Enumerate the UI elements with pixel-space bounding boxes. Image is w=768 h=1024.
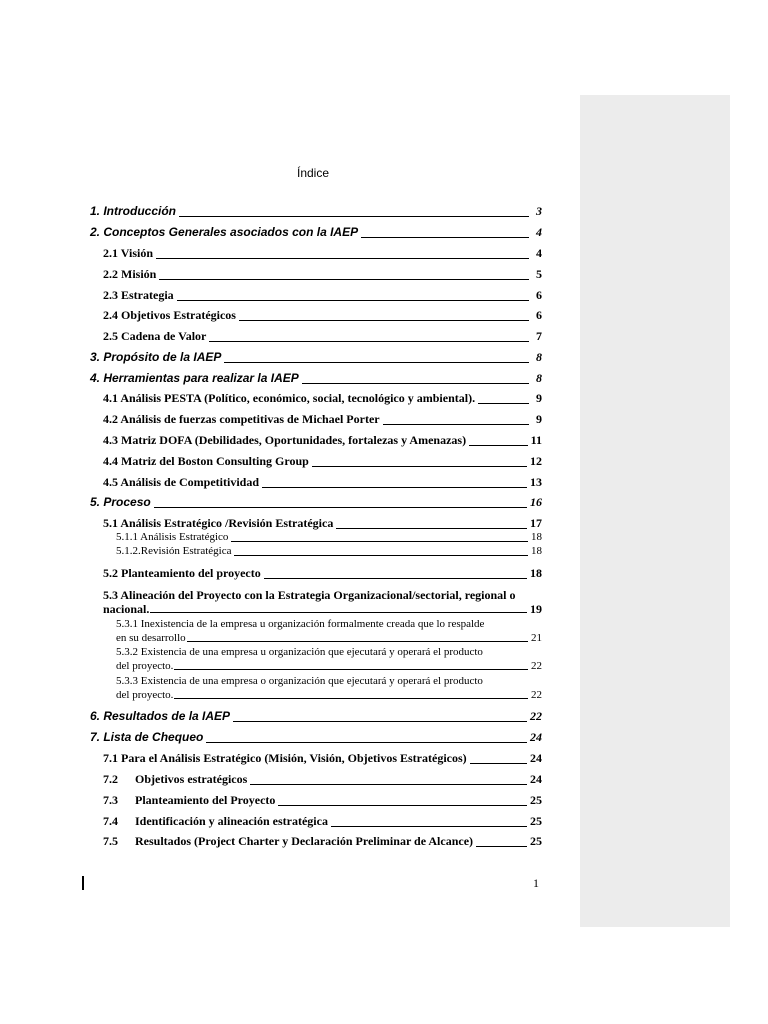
toc-entry-5-1-1[interactable]: 5.1.1 Análisis Estratégico 18 [116, 531, 542, 543]
toc-entry-2[interactable]: 2. Conceptos Generales asociados con la IAEP 4 [90, 225, 542, 239]
toc-entry-5-3-1[interactable]: 5.3.1 Inexistencia de la empresa u organización formalmente creada que lo respalde en su desarrollo 21 [116, 618, 542, 644]
toc-entry-5-3[interactable]: 5.3 Alineación del Proyecto con la Estrategia Organizacional/sectorial, regional o nacional. 19 [103, 588, 542, 616]
toc-entry-2-3[interactable]: 2.3 Estrategia 6 [103, 288, 542, 302]
toc-entry-7[interactable]: 7. Lista de Chequeo 24 [90, 730, 542, 744]
toc-entry-6[interactable]: 6. Resultados de la IAEP 22 [90, 709, 542, 723]
page-title: Índice [296, 166, 330, 180]
comment-pane [580, 95, 730, 927]
toc-entry-4-3[interactable]: 4.3 Matriz DOFA (Debilidades, Oportunidades, fortalezas y Amenazas) 11 [103, 433, 542, 447]
toc-entry-4-1[interactable]: 4.1 Análisis PESTA (Político, económico, social, tecnológico y ambiental). 9 [103, 391, 542, 405]
toc-entry-2-2[interactable]: 2.2 Misión 5 [103, 267, 542, 281]
toc-entry-7-2[interactable]: 7.2 Objetivos estratégicos 24 [103, 772, 542, 786]
toc-entry-3[interactable]: 3. Propósito de la IAEP 8 [90, 350, 542, 364]
toc-entry-4-2[interactable]: 4.2 Análisis de fuerzas competitivas de Michael Porter 9 [103, 412, 542, 426]
toc-entry-4-4[interactable]: 4.4 Matriz del Boston Consulting Group 12 [103, 454, 542, 468]
page-number: 1 [533, 876, 539, 890]
toc-entry-5-3-3[interactable]: 5.3.3 Existencia de una empresa o organización que ejecutará y operará el producto del proyecto. 22 [116, 675, 542, 701]
text-cursor [82, 876, 84, 890]
toc-entry-5-3-2[interactable]: 5.3.2 Existencia de una empresa u organización que ejecutará y operará el producto del proyecto. 22 [116, 646, 542, 672]
toc-entry-5-1-2[interactable]: 5.1.2.Revisión Estratégica 18 [116, 545, 542, 557]
toc-entry-7-1[interactable]: 7.1 Para el Análisis Estratégico (Misión, Visión, Objetivos Estratégicos) 24 [103, 751, 542, 765]
toc-entry-2-5[interactable]: 2.5 Cadena de Valor 7 [103, 329, 542, 343]
toc-entry-5-1[interactable]: 5.1 Análisis Estratégico /Revisión Estratégica 17 [103, 516, 542, 530]
toc-entry-5-2[interactable]: 5.2 Planteamiento del proyecto 18 [103, 566, 542, 580]
toc-entry-1[interactable]: 1. Introducción 3 [90, 204, 542, 218]
toc-entry-4-5[interactable]: 4.5 Análisis de Competitividad 13 [103, 475, 542, 489]
toc-entry-2-1[interactable]: 2.1 Visión 4 [103, 246, 542, 260]
toc-entry-4[interactable]: 4. Herramientas para realizar la IAEP 8 [90, 371, 542, 385]
toc-entry-7-3[interactable]: 7.3 Planteamiento del Proyecto 25 [103, 793, 542, 807]
toc-entry-2-4[interactable]: 2.4 Objetivos Estratégicos 6 [103, 308, 542, 322]
toc-entry-5[interactable]: 5. Proceso 16 [90, 495, 542, 509]
toc-entry-7-5[interactable]: 7.5 Resultados (Project Charter y Declaración Preliminar de Alcance) 25 [103, 834, 542, 848]
toc-entry-7-4[interactable]: 7.4 Identificación y alineación estratégica 25 [103, 814, 542, 828]
